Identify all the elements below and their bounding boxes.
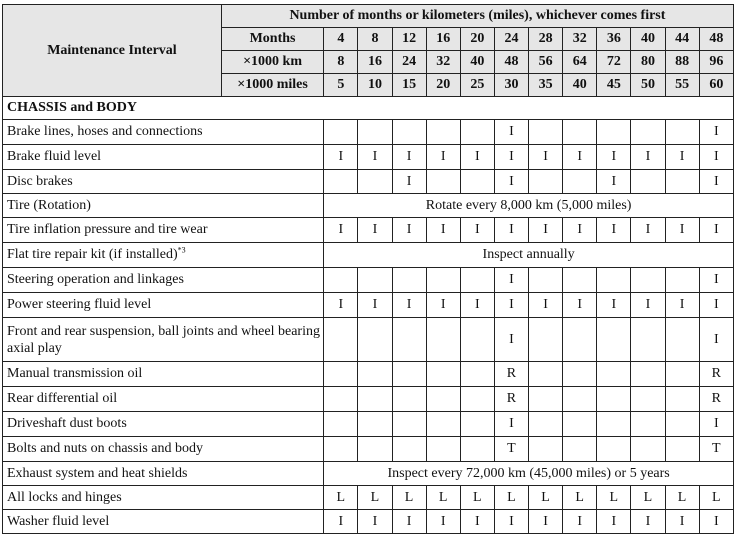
schedule-cell: I xyxy=(426,218,460,243)
schedule-cell xyxy=(529,412,563,437)
schedule-cell: I xyxy=(529,145,563,170)
item-label-text: Manual transmission oil xyxy=(7,366,143,381)
schedule-cell xyxy=(358,362,392,387)
schedule-cell xyxy=(563,362,597,387)
schedule-cell: I xyxy=(699,293,733,318)
schedule-cell: I xyxy=(392,293,426,318)
schedule-cell: I xyxy=(392,145,426,170)
item-label-text: Rear differential oil xyxy=(7,391,118,406)
schedule-cell xyxy=(358,437,392,462)
month-cell: 44 xyxy=(665,28,699,51)
schedule-cell: I xyxy=(426,293,460,318)
schedule-cell: L xyxy=(358,486,392,510)
schedule-cell xyxy=(358,170,392,194)
schedule-cell: I xyxy=(597,510,631,534)
schedule-cell: I xyxy=(494,510,528,534)
month-cell: 20 xyxy=(460,28,494,51)
miles-cell: 40 xyxy=(563,74,597,97)
schedule-cell xyxy=(529,362,563,387)
schedule-cell: L xyxy=(597,486,631,510)
schedule-cell: R xyxy=(699,387,733,412)
schedule-cell xyxy=(460,268,494,293)
schedule-cell: I xyxy=(529,510,563,534)
schedule-cell xyxy=(358,318,392,362)
miles-cell: 35 xyxy=(529,74,563,97)
miles-cell: 10 xyxy=(358,74,392,97)
schedule-cell: I xyxy=(631,293,665,318)
item-label xyxy=(3,194,324,218)
schedule-cell xyxy=(665,120,699,145)
table-row xyxy=(3,218,734,243)
schedule-cell: I xyxy=(665,293,699,318)
schedule-cell xyxy=(358,268,392,293)
item-label xyxy=(3,120,324,145)
schedule-cell xyxy=(426,268,460,293)
table-row xyxy=(3,145,734,170)
table-row xyxy=(3,510,734,534)
km-cell: 40 xyxy=(460,51,494,74)
interval-note: Inspect annually xyxy=(324,243,734,268)
table-row xyxy=(3,293,734,318)
schedule-cell xyxy=(597,120,631,145)
interval-note: Rotate every 8,000 km (5,000 miles) xyxy=(324,194,734,218)
schedule-cell xyxy=(324,120,358,145)
schedule-cell: I xyxy=(597,145,631,170)
table-row xyxy=(3,412,734,437)
schedule-cell xyxy=(597,268,631,293)
schedule-cell xyxy=(324,268,358,293)
schedule-cell: I xyxy=(699,318,733,362)
item-label xyxy=(3,437,324,462)
table-row xyxy=(3,362,734,387)
months-label: Months xyxy=(221,28,323,51)
schedule-cell: I xyxy=(699,268,733,293)
table-row xyxy=(3,437,734,462)
maintenance-table xyxy=(2,4,734,534)
km-cell: 32 xyxy=(426,51,460,74)
schedule-cell: I xyxy=(563,293,597,318)
schedule-cell: I xyxy=(665,145,699,170)
schedule-cell: I xyxy=(494,170,528,194)
schedule-cell xyxy=(392,362,426,387)
schedule-cell: I xyxy=(563,218,597,243)
table-row xyxy=(3,462,734,486)
item-label-text: Exhaust system and heat shields xyxy=(7,465,188,481)
item-label-text: Bolts and nuts on chassis and body xyxy=(7,441,203,456)
schedule-cell: I xyxy=(324,293,358,318)
km-cell: 72 xyxy=(597,51,631,74)
table-row xyxy=(3,268,734,293)
schedule-cell: I xyxy=(324,510,358,534)
table-row xyxy=(3,486,734,510)
item-label xyxy=(3,318,324,362)
maintenance-schedule xyxy=(2,4,734,534)
schedule-cell xyxy=(529,268,563,293)
item-label-text: Disc brakes xyxy=(7,173,73,189)
schedule-cell xyxy=(665,318,699,362)
schedule-cell: L xyxy=(460,486,494,510)
km-cell: 48 xyxy=(494,51,528,74)
miles-cell: 15 xyxy=(392,74,426,97)
miles-cell: 60 xyxy=(699,74,733,97)
schedule-cell: I xyxy=(597,170,631,194)
schedule-cell xyxy=(358,387,392,412)
item-label-text: Brake lines, hoses and connections xyxy=(7,124,203,139)
miles-cell: 20 xyxy=(426,74,460,97)
schedule-cell xyxy=(563,268,597,293)
item-label-text: Flat tire repair kit (if installed) xyxy=(7,247,178,262)
schedule-cell: L xyxy=(529,486,563,510)
item-label-text: Tire (Rotation) xyxy=(7,197,91,213)
schedule-cell xyxy=(426,318,460,362)
miles-cell: 5 xyxy=(324,74,358,97)
miles-cell: 55 xyxy=(665,74,699,97)
schedule-cell: I xyxy=(631,218,665,243)
schedule-cell: I xyxy=(699,120,733,145)
schedule-cell xyxy=(529,318,563,362)
item-label-text: Front and rear suspension, ball joints and wheel bearing axial play xyxy=(7,323,320,356)
schedule-cell: I xyxy=(597,218,631,243)
schedule-cell: I xyxy=(631,145,665,170)
table-row xyxy=(3,243,734,268)
schedule-cell xyxy=(392,412,426,437)
item-label xyxy=(3,486,324,510)
km-cell: 8 xyxy=(324,51,358,74)
km-cell: 24 xyxy=(392,51,426,74)
schedule-cell: I xyxy=(392,170,426,194)
schedule-cell xyxy=(426,120,460,145)
schedule-cell: I xyxy=(529,293,563,318)
km-cell: 88 xyxy=(665,51,699,74)
schedule-cell: R xyxy=(699,362,733,387)
schedule-cell xyxy=(358,120,392,145)
month-cell: 28 xyxy=(529,28,563,51)
interval-note: Inspect every 72,000 km (45,000 miles) or 5 years xyxy=(324,462,734,486)
table-row xyxy=(3,120,734,145)
schedule-cell: L xyxy=(699,486,733,510)
schedule-cell xyxy=(563,170,597,194)
section-title: CHASSIS and BODY xyxy=(3,97,734,120)
schedule-cell xyxy=(460,318,494,362)
schedule-cell: I xyxy=(665,218,699,243)
schedule-cell xyxy=(460,170,494,194)
schedule-cell: I xyxy=(426,510,460,534)
miles-cell: 30 xyxy=(494,74,528,97)
section-row xyxy=(3,97,734,120)
miles-cell: 25 xyxy=(460,74,494,97)
header-row-top xyxy=(3,5,734,28)
schedule-cell: I xyxy=(699,145,733,170)
month-cell: 48 xyxy=(699,28,733,51)
schedule-cell xyxy=(665,437,699,462)
item-label xyxy=(3,243,324,268)
item-label-text: Washer fluid level xyxy=(7,513,110,529)
miles-label: ×1000 miles xyxy=(221,74,323,97)
schedule-cell: I xyxy=(699,412,733,437)
schedule-cell xyxy=(426,170,460,194)
schedule-cell: L xyxy=(563,486,597,510)
miles-cell: 45 xyxy=(597,74,631,97)
schedule-cell: L xyxy=(392,486,426,510)
miles-cell: 50 xyxy=(631,74,665,97)
maintenance-interval-header: Maintenance Interval xyxy=(3,5,222,97)
schedule-cell: I xyxy=(392,510,426,534)
schedule-cell: I xyxy=(494,268,528,293)
schedule-cell xyxy=(529,387,563,412)
item-label-text: All locks and hinges xyxy=(7,489,122,505)
schedule-cell: T xyxy=(494,437,528,462)
interval-caption: Number of months or kilometers (miles), whichever comes first xyxy=(221,5,733,28)
schedule-cell: I xyxy=(494,412,528,437)
schedule-cell xyxy=(597,412,631,437)
schedule-cell xyxy=(460,362,494,387)
schedule-cell: L xyxy=(665,486,699,510)
schedule-cell: I xyxy=(358,510,392,534)
item-label xyxy=(3,218,324,243)
schedule-cell xyxy=(358,412,392,437)
month-cell: 24 xyxy=(494,28,528,51)
schedule-cell xyxy=(563,387,597,412)
schedule-cell xyxy=(631,437,665,462)
item-label xyxy=(3,412,324,437)
km-cell: 80 xyxy=(631,51,665,74)
table-row xyxy=(3,170,734,194)
schedule-cell: I xyxy=(631,510,665,534)
footnote-marker: *3 xyxy=(177,245,186,255)
schedule-cell xyxy=(631,170,665,194)
schedule-cell xyxy=(597,362,631,387)
item-label-text: Power steering fluid level xyxy=(7,297,152,312)
month-cell: 16 xyxy=(426,28,460,51)
item-label-text: Brake fluid level xyxy=(7,149,102,164)
item-label xyxy=(3,387,324,412)
schedule-cell: I xyxy=(324,218,358,243)
schedule-cell: I xyxy=(494,218,528,243)
item-label-text: Steering operation and linkages xyxy=(7,272,184,287)
schedule-cell: L xyxy=(631,486,665,510)
schedule-cell xyxy=(426,387,460,412)
item-label xyxy=(3,362,324,387)
km-cell: 64 xyxy=(563,51,597,74)
schedule-cell xyxy=(324,387,358,412)
schedule-cell xyxy=(392,120,426,145)
schedule-cell xyxy=(460,437,494,462)
schedule-cell xyxy=(460,412,494,437)
item-label xyxy=(3,293,324,318)
schedule-cell xyxy=(324,412,358,437)
schedule-cell: L xyxy=(494,486,528,510)
schedule-cell xyxy=(563,120,597,145)
schedule-cell xyxy=(597,387,631,412)
schedule-cell xyxy=(563,318,597,362)
schedule-cell: I xyxy=(460,293,494,318)
schedule-cell: I xyxy=(563,510,597,534)
schedule-cell xyxy=(392,268,426,293)
schedule-cell: L xyxy=(426,486,460,510)
km-label: ×1000 km xyxy=(221,51,323,74)
schedule-cell: I xyxy=(665,510,699,534)
schedule-cell xyxy=(631,362,665,387)
schedule-cell: I xyxy=(563,145,597,170)
schedule-cell xyxy=(426,412,460,437)
schedule-cell: I xyxy=(426,145,460,170)
schedule-cell xyxy=(460,387,494,412)
schedule-cell: I xyxy=(494,318,528,362)
schedule-cell xyxy=(529,120,563,145)
schedule-cell xyxy=(631,120,665,145)
schedule-cell xyxy=(324,170,358,194)
schedule-cell: I xyxy=(494,293,528,318)
schedule-cell: I xyxy=(358,145,392,170)
schedule-cell xyxy=(597,318,631,362)
schedule-cell xyxy=(631,387,665,412)
month-cell: 40 xyxy=(631,28,665,51)
schedule-cell: I xyxy=(358,293,392,318)
item-label-text: Driveshaft dust boots xyxy=(7,416,127,431)
month-cell: 4 xyxy=(324,28,358,51)
schedule-cell xyxy=(665,170,699,194)
item-label-text: Tire inflation pressure and tire wear xyxy=(7,222,208,237)
table-row xyxy=(3,194,734,218)
schedule-cell: T xyxy=(699,437,733,462)
schedule-cell xyxy=(665,362,699,387)
schedule-cell: I xyxy=(699,510,733,534)
schedule-cell: I xyxy=(529,218,563,243)
schedule-cell xyxy=(665,412,699,437)
item-label xyxy=(3,268,324,293)
item-label xyxy=(3,145,324,170)
schedule-cell: R xyxy=(494,387,528,412)
schedule-cell xyxy=(563,437,597,462)
km-cell: 56 xyxy=(529,51,563,74)
item-label xyxy=(3,510,324,534)
schedule-cell: I xyxy=(494,120,528,145)
schedule-cell xyxy=(460,120,494,145)
schedule-cell: I xyxy=(699,218,733,243)
schedule-cell xyxy=(324,318,358,362)
schedule-cell xyxy=(597,437,631,462)
schedule-cell xyxy=(631,412,665,437)
schedule-cell xyxy=(665,387,699,412)
schedule-cell: I xyxy=(460,218,494,243)
schedule-cell: I xyxy=(597,293,631,318)
schedule-cell: I xyxy=(324,145,358,170)
month-cell: 12 xyxy=(392,28,426,51)
schedule-cell: I xyxy=(392,218,426,243)
schedule-cell xyxy=(529,437,563,462)
schedule-cell xyxy=(324,437,358,462)
table-row xyxy=(3,318,734,362)
schedule-cell: I xyxy=(494,145,528,170)
schedule-cell xyxy=(324,362,358,387)
schedule-cell xyxy=(392,387,426,412)
schedule-cell: L xyxy=(324,486,358,510)
schedule-cell: I xyxy=(460,510,494,534)
schedule-cell: I xyxy=(460,145,494,170)
schedule-cell xyxy=(665,268,699,293)
schedule-cell xyxy=(631,318,665,362)
table-row xyxy=(3,387,734,412)
schedule-cell xyxy=(426,362,460,387)
schedule-cell: R xyxy=(494,362,528,387)
schedule-cell xyxy=(529,170,563,194)
km-cell: 16 xyxy=(358,51,392,74)
schedule-body xyxy=(3,97,734,534)
month-cell: 8 xyxy=(358,28,392,51)
month-cell: 36 xyxy=(597,28,631,51)
schedule-cell: I xyxy=(358,218,392,243)
item-label xyxy=(3,462,324,486)
month-cell: 32 xyxy=(563,28,597,51)
schedule-cell: I xyxy=(699,170,733,194)
item-label xyxy=(3,170,324,194)
schedule-cell xyxy=(392,318,426,362)
schedule-cell xyxy=(392,437,426,462)
schedule-cell xyxy=(426,437,460,462)
schedule-cell xyxy=(563,412,597,437)
schedule-cell xyxy=(631,268,665,293)
km-cell: 96 xyxy=(699,51,733,74)
